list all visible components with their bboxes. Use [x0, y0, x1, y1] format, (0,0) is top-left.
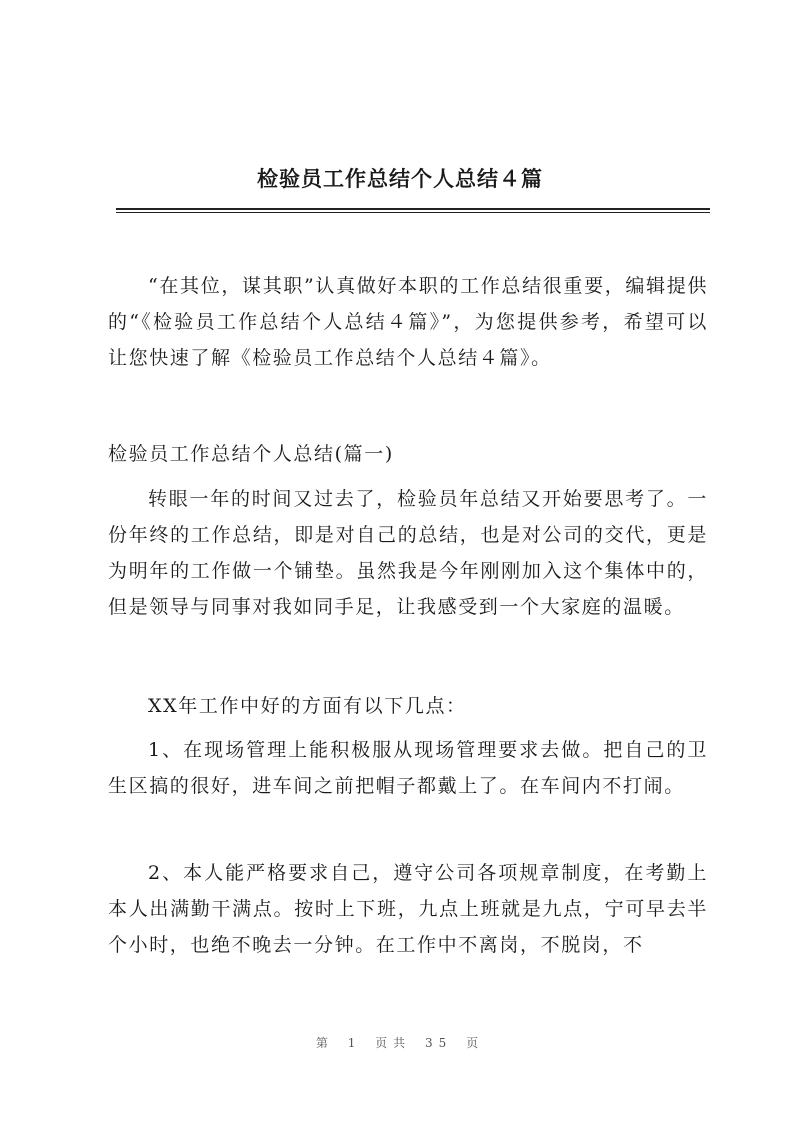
section-heading: 检验员工作总结个人总结(篇一): [108, 443, 394, 465]
title-divider-thin: [116, 212, 710, 213]
page-title: 检验员工作总结个人总结４篇: [257, 166, 543, 191]
body-paragraph-4: 2、本人能严格要求自己，遵守公司各项规章制度，在考勤上本人出满勤干满点。按时上下班，九点上班就是九点，宁可早去半个小时，也绝不晚去一分钟。在工作中不离岗，不脱岗，不: [108, 862, 708, 956]
page-footer: [0, 1034, 800, 1051]
footer-prefix: 第: [315, 1036, 334, 1050]
footer-total-pages: 35: [425, 1036, 453, 1050]
footer-mid: 页共: [375, 1036, 412, 1050]
body-paragraph-2: XX年工作中好的方面有以下几点：: [148, 695, 467, 717]
intro-paragraph: “在其位，谋其职”认真做好本职的工作总结很重要，编辑提供的“《检验员工作总结个人总结４篇》”，为您提供参考，希望可以让您快速了解《检验员工作总结个人总结４篇》。: [108, 275, 708, 369]
footer-suffix: 页: [466, 1036, 485, 1050]
body-paragraph-3: 1、在现场管理上能积极服从现场管理要求去做。把自己的卫生区搞的很好，进车间之前把帽子都戴上了。在车间内不打闹。: [108, 739, 708, 797]
title-divider: [116, 208, 710, 210]
footer-page-number: 1: [347, 1036, 362, 1050]
body-paragraph-1: 转眼一年的时间又过去了，检验员年总结又开始要思考了。一份年终的工作总结，即是对自己的总结，也是对公司的交代，更是为明年的工作做一个铺垫。虽然我是今年刚刚加入这个集体中的，但是领导与同事对我如同手足，让我感受到一个大家庭的温暖。: [108, 488, 708, 618]
